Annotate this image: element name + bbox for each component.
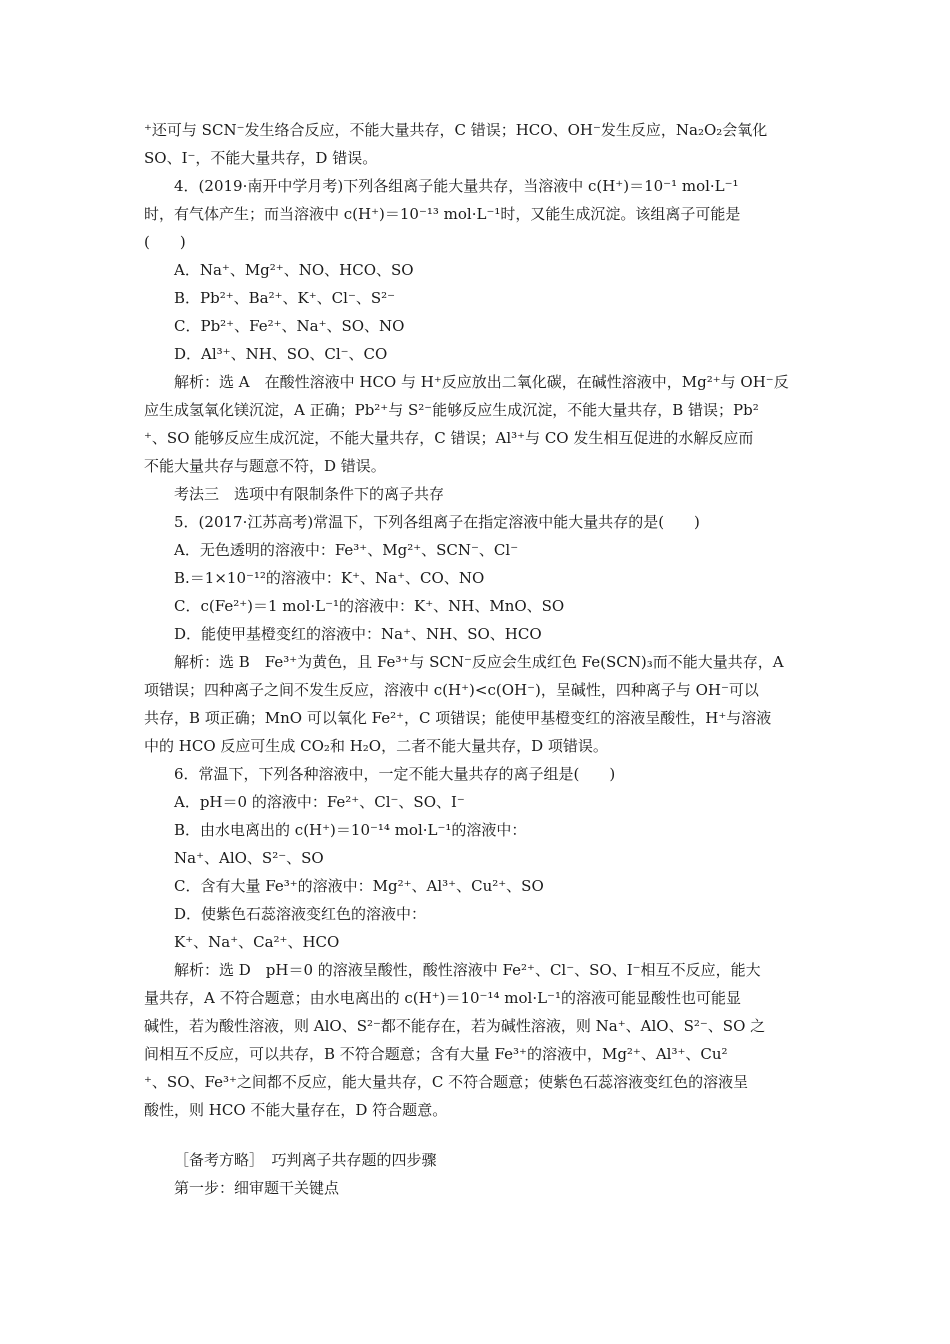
option-c: C．Pb²⁺、Fe²⁺、Na⁺、SO、NO — [174, 317, 405, 335]
option-a: A．pH＝0 的溶液中：Fe²⁺、Cl⁻、SO、I⁻ — [174, 793, 465, 811]
text-line: ⁺、SO、Fe³⁺之间都不反应，能大量共存，C 不符合题意；使紫色石蕊溶液变红色的溶液呈 — [144, 1073, 749, 1091]
question-4-stem: 4．(2019·南开中学月考)下列各组离子能大量共存，当溶液中 c(H⁺)＝10⁻¹ mol·L⁻¹ — [174, 177, 739, 195]
option-d: D．能使甲基橙变红的溶液中：Na⁺、NH、SO、HCO — [174, 625, 542, 643]
text-line: 碱性，若为酸性溶液，则 AlO、S²⁻都不能存在，若为碱性溶液，则 Na⁺、AlO、S²⁻、SO 之 — [144, 1017, 766, 1035]
text-line: 不能大量共存与题意不符，D 错误。 — [144, 457, 386, 475]
step-one: 第一步：细审题干关键点 — [174, 1179, 340, 1197]
text-line: 时，有气体产生；而当溶液中 c(H⁺)＝10⁻¹³ mol·L⁻¹时，又能生成沉淀。该组离子可能是 — [144, 205, 741, 223]
option-b: B．由水电离出的 c(H⁺)＝10⁻¹⁴ mol·L⁻¹的溶液中： — [174, 821, 527, 839]
text-line: 间相互不反应，可以共存，B 不符合题意；含有大量 Fe³⁺的溶液中，Mg²⁺、Al³⁺、Cu² — [144, 1045, 728, 1063]
option-a: A．无色透明的溶液中：Fe³⁺、Mg²⁺、SCN⁻、Cl⁻ — [174, 541, 519, 559]
text-line: 共存，B 项正确；MnO 可以氧化 Fe²⁺，C 项错误；能使甲基橙变红的溶液呈酸性，H⁺与溶液 — [144, 709, 772, 727]
text-line: 量共存，A 不符合题意；由水电离出的 c(H⁺)＝10⁻¹⁴ mol·L⁻¹的溶液可能显酸性也可能显 — [144, 989, 741, 1007]
analysis-5: 解析：选 B Fe³⁺为黄色，且 Fe³⁺与 SCN⁻反应会生成红色 Fe(SCN)₃而不能大量共存，A — [174, 653, 784, 671]
question-5-stem: 5．(2017·江苏高考)常温下，下列各组离子在指定溶液中能大量共存的是( ) — [174, 513, 700, 531]
text-line: 应生成氢氧化镁沉淀，A 正确；Pb²⁺与 S²⁻能够反应生成沉淀，不能大量共存，B 错误；Pb² — [144, 401, 759, 419]
option-b: B.＝1×10⁻¹²的溶液中：K⁺、Na⁺、CO、NO — [174, 569, 485, 587]
question-6-stem: 6．常温下，下列各种溶液中，一定不能大量共存的离子组是( ) — [174, 765, 616, 783]
option-d: D．使紫色石蕊溶液变红色的溶液中： — [174, 905, 427, 923]
option-c: C．c(Fe²⁺)＝1 mol·L⁻¹的溶液中：K⁺、NH、MnO、SO — [174, 597, 565, 615]
answer-bracket: ( ) — [144, 233, 186, 251]
text-line: ⁺、SO 能够反应生成沉淀，不能大量共存，C 错误；Al³⁺与 CO 发生相互促进的水解反应而 — [144, 429, 754, 447]
analysis-6: 解析：选 D pH＝0 的溶液呈酸性，酸性溶液中 Fe²⁺、Cl⁻、SO、I⁻相互不反应，能大 — [174, 961, 761, 979]
option-b: B．Pb²⁺、Ba²⁺、K⁺、Cl⁻、S²⁻ — [174, 289, 396, 307]
option-b-ions: Na⁺、AlO、S²⁻、SO — [174, 849, 324, 867]
option-c: C．含有大量 Fe³⁺的溶液中：Mg²⁺、Al³⁺、Cu²⁺、SO — [174, 877, 544, 895]
option-a: A．Na⁺、Mg²⁺、NO、HCO、SO — [174, 261, 414, 279]
strategy-heading: ［备考方略］ 巧判离子共存题的四步骤 — [174, 1151, 437, 1169]
text-line: 中的 HCO 反应可生成 CO₂和 H₂O，二者不能大量共存，D 项错误。 — [144, 737, 608, 755]
option-d-ions: K⁺、Na⁺、Ca²⁺、HCO — [174, 933, 340, 951]
option-d: D．Al³⁺、NH、SO、Cl⁻、CO — [174, 345, 388, 363]
text-line: ⁺还可与 SCN⁻发生络合反应，不能大量共存，C 错误；HCO、OH⁻发生反应，Na₂O₂会氧化 — [144, 121, 768, 139]
text-line: SO、I⁻，不能大量共存，D 错误。 — [144, 149, 378, 167]
section-heading: 考法三 选项中有限制条件下的离子共存 — [174, 485, 445, 503]
text-line: 项错误；四种离子之间不发生反应，溶液中 c(H⁺)<c(OH⁻)，呈碱性，四种离子与 OH⁻可以 — [144, 681, 759, 699]
text-line: 酸性，则 HCO 不能大量存在，D 符合题意。 — [144, 1101, 448, 1119]
analysis-4: 解析：选 A 在酸性溶液中 HCO 与 H⁺反应放出二氧化碳，在碱性溶液中，Mg²⁺与 OH⁻反 — [174, 373, 789, 391]
